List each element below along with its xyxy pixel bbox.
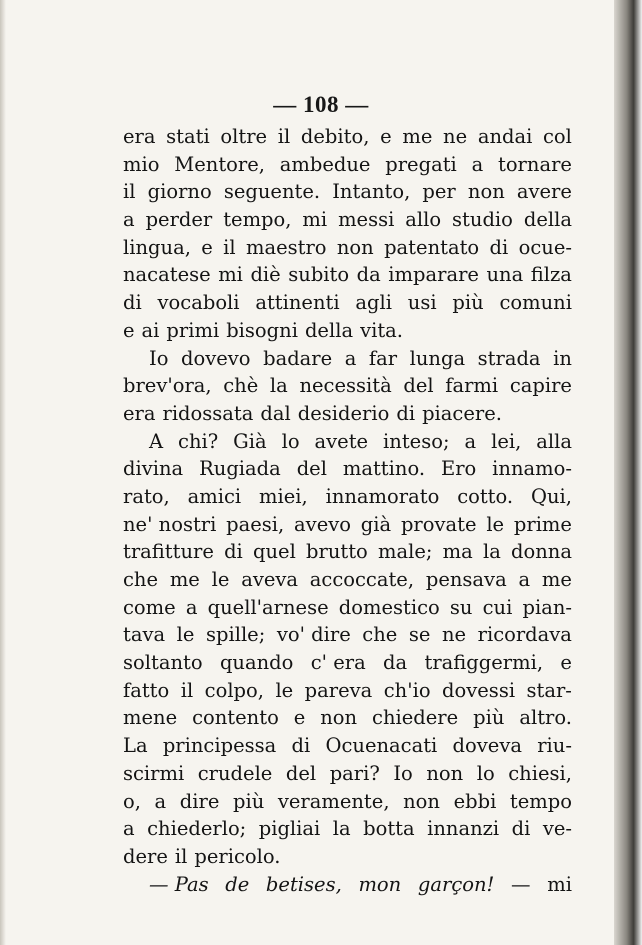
text-word: star- <box>526 678 572 702</box>
text-word: andai <box>477 125 533 148</box>
text-line <box>123 400 572 428</box>
text-line <box>123 538 572 566</box>
text-word: la <box>482 540 501 564</box>
text-word: che <box>362 623 398 647</box>
text-word: brev'ora, <box>123 374 212 398</box>
text-word: ocue- <box>518 235 572 259</box>
text-word: non <box>467 180 505 204</box>
text-word: ai <box>141 318 160 342</box>
text-word: non <box>320 706 358 730</box>
text-line <box>123 206 572 234</box>
text-word: necessità <box>299 374 392 398</box>
text-word: nacatese <box>123 263 211 287</box>
text-line <box>123 261 572 289</box>
text-word: dal <box>260 401 291 425</box>
text-word: patentato <box>384 235 480 259</box>
text-word: rato, <box>123 484 170 508</box>
text-word: vita. <box>360 318 403 342</box>
text-word: era <box>123 125 156 148</box>
text-word: e <box>560 651 572 675</box>
text-word: a <box>123 208 135 232</box>
text-word: di <box>489 235 509 259</box>
text-word: avete <box>314 429 369 453</box>
text-word: prime <box>513 512 572 536</box>
text-word: non <box>336 235 374 259</box>
text-word: A <box>149 429 164 453</box>
text-word: farmi <box>445 374 499 398</box>
text-word: chè <box>223 374 259 398</box>
text-word: mi <box>547 872 572 896</box>
text-word: perder <box>145 208 213 232</box>
text-word: e <box>293 706 306 730</box>
text-word: quell'arnese <box>207 595 329 619</box>
text-word: pericolo. <box>194 844 281 868</box>
text-word: primi <box>166 318 220 342</box>
text-word: ne' nostri <box>123 512 217 536</box>
text-word: non <box>426 761 464 785</box>
text-word: Già <box>233 429 267 453</box>
text-word: lunga <box>409 346 466 370</box>
text-word: da <box>356 263 381 287</box>
text-word: male; <box>377 540 433 564</box>
text-line <box>123 815 572 843</box>
text-line <box>123 234 572 262</box>
text-word: diè <box>250 263 281 287</box>
text-word: messi <box>338 208 395 232</box>
text-word: attinenti <box>255 291 340 315</box>
text-word: più <box>473 706 505 730</box>
text-word: La <box>123 734 148 758</box>
text-word: miei, <box>259 484 308 508</box>
text-word: mene <box>123 706 178 730</box>
text-word: pigliai <box>258 817 321 841</box>
text-word: e <box>380 125 392 148</box>
text-word: — <box>511 872 531 896</box>
text-word: veramente, <box>277 789 390 813</box>
text-word: mio <box>123 152 160 176</box>
text-word: subito <box>288 263 350 287</box>
text-word: più <box>232 789 265 813</box>
text-word: non <box>403 789 440 813</box>
text-line <box>123 704 572 732</box>
text-line <box>123 511 572 539</box>
text-word: per <box>422 180 456 204</box>
text-line <box>123 123 572 151</box>
text-word: ambedue <box>279 152 371 176</box>
text-word: di <box>511 817 531 841</box>
text-word: tornare <box>497 152 572 176</box>
text-word: di <box>291 734 311 758</box>
text-line <box>123 428 572 456</box>
text-word: chiedere <box>372 706 459 730</box>
text-word: riu- <box>537 734 572 758</box>
text-word: Ocuenacati <box>325 734 438 758</box>
text-word: vocaboli <box>157 291 240 315</box>
text-word: più <box>452 291 484 315</box>
text-word: imparare <box>388 263 479 287</box>
text-word: alla <box>536 429 572 453</box>
text-word: a <box>344 346 357 370</box>
text-word: del <box>403 374 434 398</box>
text-word: il <box>277 125 291 148</box>
text-word: la <box>332 817 351 841</box>
text-line <box>123 372 572 400</box>
text-word: e <box>123 318 135 342</box>
text-line <box>123 594 572 622</box>
text-word: contento <box>192 706 279 730</box>
text-word: ch'io <box>383 678 431 702</box>
text-line <box>123 317 572 345</box>
text-word: tempo <box>509 789 572 813</box>
text-word: usi <box>407 291 437 315</box>
text-word: principessa <box>162 734 277 758</box>
text-word: del <box>296 457 327 481</box>
text-line <box>123 566 572 594</box>
text-word: fatto <box>123 678 170 702</box>
text-word: ne <box>441 623 467 647</box>
text-word: innamo- <box>492 457 572 481</box>
text-word: su <box>449 595 473 619</box>
text-word: maestro <box>245 235 327 259</box>
text-word: in <box>553 346 572 370</box>
text-word: stati <box>166 125 210 148</box>
text-word: chiederlo; <box>147 817 247 841</box>
text-word: vo' dire <box>276 623 351 647</box>
text-word: domestico <box>338 595 440 619</box>
text-word: come <box>123 595 176 619</box>
text-word: Qui, <box>531 484 572 508</box>
text-word: ebbi <box>453 789 497 813</box>
text-word: c' era <box>310 651 366 675</box>
text-word: aveva <box>241 568 299 591</box>
page-number: — 108 — <box>273 92 369 117</box>
text-word: dire <box>179 789 220 813</box>
text-word: trafitture <box>123 540 214 564</box>
text-word: della <box>304 318 354 342</box>
text-word: di <box>396 401 416 425</box>
text-word: pensava <box>425 568 507 591</box>
text-word: innanzi <box>427 817 500 841</box>
text-word: brutto <box>306 540 368 564</box>
text-word: della <box>523 208 572 232</box>
text-word: lei, <box>491 429 522 453</box>
text-word: pareva <box>304 678 373 702</box>
text-word: a <box>123 817 135 841</box>
text-word: trafiggermi, <box>424 651 544 675</box>
text-word: oltre <box>220 125 268 148</box>
text-word: da <box>383 651 408 675</box>
text-word: ricordava <box>477 623 572 647</box>
text-word: cui <box>482 595 513 619</box>
text-word: una <box>486 263 524 287</box>
text-word: chiesi, <box>508 761 572 785</box>
text-line <box>123 289 572 317</box>
text-word: di <box>224 540 243 564</box>
text-line <box>123 455 572 483</box>
text-word: cotto. <box>457 484 514 508</box>
text-word: dere <box>123 844 168 868</box>
text-word: studio <box>452 208 513 232</box>
text-word: dovevo <box>181 346 251 370</box>
text-line <box>123 732 572 760</box>
text-word: far <box>368 346 398 370</box>
text-word: filza <box>530 263 572 287</box>
text-word: scirmi <box>123 761 185 785</box>
text-word: che <box>123 568 159 591</box>
text-word: colpo, <box>204 678 264 702</box>
text-word: Rugiada <box>199 457 281 481</box>
text-word: paesi, <box>226 512 285 536</box>
text-word: donna <box>511 540 572 564</box>
text-word: ma <box>442 540 473 564</box>
text-word: di <box>123 291 142 315</box>
text-word: soltanto <box>123 651 203 675</box>
text-word: altro. <box>519 706 572 730</box>
text-word: pian- <box>522 595 572 619</box>
text-word: tava <box>123 623 166 647</box>
text-line <box>123 345 572 373</box>
text-word: la <box>269 374 288 398</box>
text-word: seguente. <box>223 180 321 204</box>
text-word: allo <box>405 208 442 232</box>
text-word: strada <box>477 346 541 370</box>
text-word: me <box>169 568 200 591</box>
text-word: dovessi <box>442 678 516 702</box>
text-word: badare <box>263 346 333 370</box>
text-line <box>123 178 572 206</box>
text-line <box>123 760 572 788</box>
text-word: accoccate, <box>309 568 415 591</box>
text-word: desiderio <box>297 401 390 425</box>
text-word: Io <box>149 346 169 370</box>
text-word: mon <box>358 872 402 896</box>
text-word: e <box>201 235 213 259</box>
text-word: provate <box>400 512 477 536</box>
text-word: ve- <box>542 817 572 841</box>
text-word: Mentore, <box>174 152 265 176</box>
text-word: lo <box>281 429 300 453</box>
text-word: garçon! <box>417 872 495 896</box>
text-line <box>123 677 572 705</box>
text-word: o, <box>123 789 141 813</box>
text-word: agli <box>355 291 392 315</box>
text-word: tempo, <box>223 208 292 232</box>
text-word: avevo <box>294 512 351 536</box>
text-line <box>123 649 572 677</box>
text-word: giorno <box>147 180 212 204</box>
text-word: me <box>541 568 572 591</box>
text-word: le <box>176 623 195 647</box>
text-word: Intanto, <box>332 180 411 204</box>
text-word: quel <box>253 540 296 564</box>
text-word: inteso; <box>383 429 450 453</box>
text-word: a <box>518 568 531 591</box>
page-gutter-shadow <box>0 0 6 945</box>
text-line <box>123 871 572 899</box>
text-word: mi <box>302 208 328 232</box>
text-word: Io <box>393 761 413 785</box>
text-word: del <box>285 761 317 785</box>
text-word: botta <box>363 817 415 841</box>
text-word: crudele <box>197 761 273 785</box>
text-word: a <box>471 152 484 176</box>
text-word: pari? <box>329 761 380 785</box>
text-word: quando <box>219 651 294 675</box>
text-word: capire <box>509 374 572 398</box>
text-word: le <box>486 512 505 536</box>
text-word: lo <box>476 761 495 785</box>
text-word: ridossata <box>162 401 254 425</box>
text-word: le <box>275 678 294 702</box>
text-word: spille; <box>205 623 266 647</box>
text-word: il <box>174 844 188 868</box>
text-word: a <box>154 789 167 813</box>
text-word: già <box>360 512 392 536</box>
text-word: divina <box>123 457 184 481</box>
text-word: avere <box>516 180 572 204</box>
text-word: il <box>180 678 194 702</box>
text-word: col <box>543 125 572 148</box>
text-word: a <box>185 595 198 619</box>
text-word: lingua, <box>123 235 191 259</box>
text-word: me <box>402 125 433 148</box>
text-word: bisogni <box>226 318 298 342</box>
text-word: doveva <box>452 734 522 758</box>
text-word: il <box>223 235 236 259</box>
text-word: se <box>408 623 431 647</box>
text-word: comuni <box>499 291 572 315</box>
text-line <box>123 621 572 649</box>
text-line <box>123 483 572 511</box>
page-body-text <box>123 123 572 898</box>
text-word: mattino. <box>342 457 426 481</box>
text-word: Ero <box>440 457 477 481</box>
text-word: il <box>123 180 136 204</box>
text-word: pregati <box>385 152 457 176</box>
text-word: betises, <box>265 872 342 896</box>
text-word: — Pas <box>149 872 209 896</box>
text-line <box>123 151 572 179</box>
text-line <box>123 843 572 871</box>
text-line <box>123 788 572 816</box>
page-edge-shadow <box>614 0 642 945</box>
text-word: amici <box>187 484 242 508</box>
text-word: innamorato <box>325 484 440 508</box>
text-word: chi? <box>178 429 219 453</box>
text-word: era <box>123 401 156 425</box>
text-word: a <box>464 429 477 453</box>
text-word: piacere. <box>422 401 502 425</box>
text-word: ne <box>443 125 468 148</box>
text-word: de <box>225 872 250 896</box>
text-word: mi <box>218 263 243 287</box>
text-word: le <box>211 568 230 591</box>
text-word: debito, <box>300 125 370 148</box>
